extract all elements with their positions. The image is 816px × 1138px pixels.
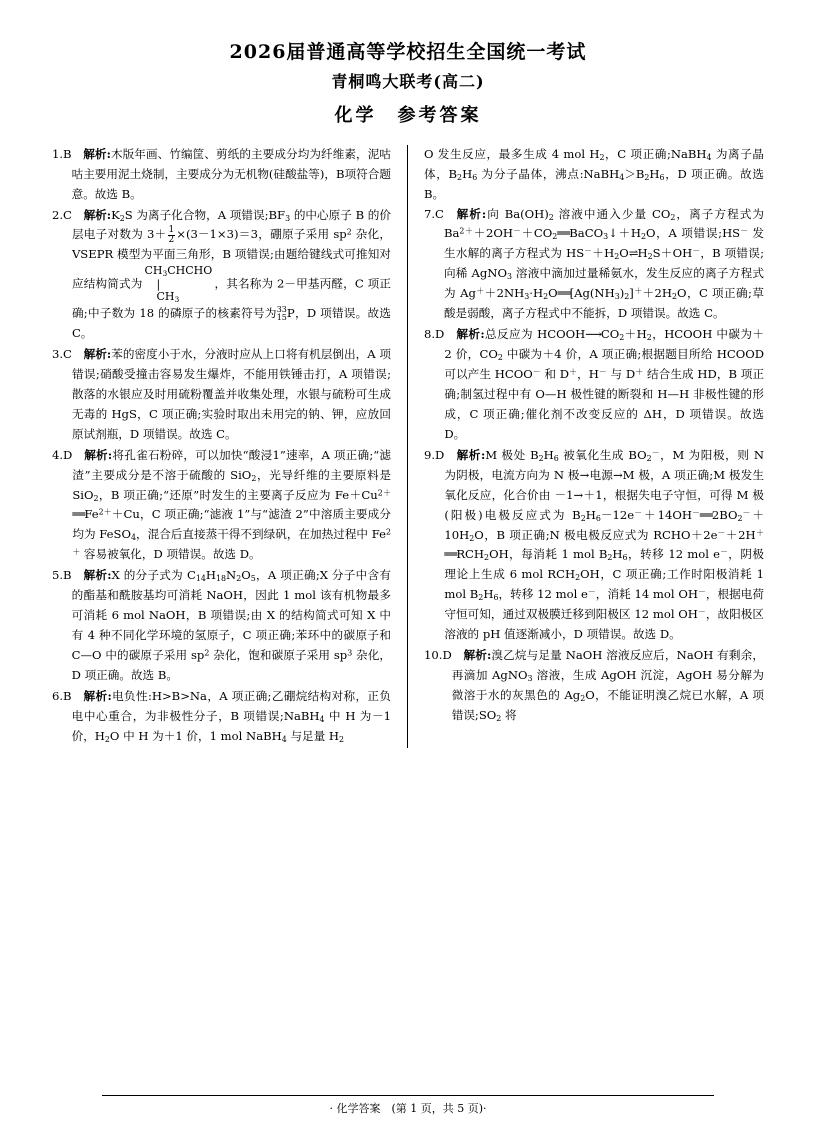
t: ，D 项正确。故选 B。	[424, 166, 764, 201]
t: 2	[619, 333, 625, 343]
t: －	[742, 508, 751, 518]
item-body	[72, 687, 391, 747]
t: O	[241, 568, 251, 583]
t: －	[598, 367, 607, 377]
t: 2	[538, 453, 544, 463]
t: ＋H	[624, 327, 647, 342]
t: ，根据电荷守恒可知，通过双极膜迁移到阳极区 12 mol OH	[444, 587, 765, 622]
t: 2	[484, 553, 490, 563]
t: H	[483, 587, 494, 602]
analysis-label: 解析:	[456, 327, 485, 342]
t: 杂化，D 项正确。故选 B。	[71, 648, 391, 682]
exam-subtitle: 青桐鸣大联考(高二)	[331, 71, 485, 91]
t: H	[585, 507, 596, 522]
t: ，其名称为 2－甲基丙醛，C 项正确;中子数为 18 的磷原子的核素符号为	[71, 276, 391, 321]
item-body	[72, 446, 391, 566]
item-body	[72, 145, 391, 205]
t: Fe	[84, 507, 99, 522]
t: 2	[737, 513, 743, 523]
t: ＋CO	[520, 226, 553, 241]
item-number: 6.B	[52, 688, 72, 703]
t: 2	[670, 212, 676, 222]
t: ＋	[635, 367, 644, 377]
t: 3	[524, 292, 530, 302]
answer-item-2	[52, 206, 391, 344]
t: －	[697, 587, 706, 597]
item-text: 木版年画、竹编筐、剪纸的主要成分均为纤维素，泥咕咕主要用泥土烧制，主要成分为无机物(硅酸盐等)，B项符合题意。故选 B。	[71, 146, 391, 201]
reaction-arrow: ══	[557, 286, 570, 301]
t: 为分子晶体，沸点:NaBH	[477, 166, 620, 181]
t: ×(3－1×3)＝3，硼原子采用 sp	[176, 227, 347, 242]
item-body	[72, 206, 391, 344]
t: 2	[599, 152, 605, 162]
t: －	[717, 527, 726, 537]
t: 2	[580, 513, 586, 523]
t: 溶液中滴加过量稀氨水，发生反应的离子方程式为 Ag	[443, 266, 764, 301]
t: 2	[646, 453, 652, 463]
analysis-label: 解析:	[456, 206, 487, 221]
item-number: 2.C	[52, 207, 72, 222]
t: ，HCOOH 中碳为＋2 价，CO	[444, 327, 764, 362]
item-body	[444, 205, 764, 325]
right-column	[408, 145, 764, 748]
t: 4	[706, 152, 712, 162]
t: ＋2OH	[473, 226, 513, 241]
t: H	[543, 447, 554, 462]
item-number: 5.B	[52, 568, 72, 583]
item-number: 7.C	[424, 206, 444, 221]
t: O，C 项正确;草酸是弱酸，离子方程式中不能拆，D 项错误。故选 C。	[443, 286, 764, 321]
t: ＋14OH	[641, 507, 692, 522]
left-column	[52, 145, 408, 748]
reaction-arrow: ══	[444, 547, 457, 562]
item-body	[444, 325, 764, 445]
item-body	[444, 446, 764, 645]
t: K	[111, 207, 120, 222]
t: OH，C 项正确;工作时阳极消耗 1 mol B	[444, 567, 764, 602]
t: 向 Ba(OH)	[486, 206, 549, 221]
t: 4	[319, 714, 325, 724]
t: 容易被氧化，D 项错误。故选 D。	[80, 547, 261, 562]
t: 2	[548, 212, 554, 222]
t: 2	[647, 252, 653, 262]
t: 2＋	[459, 226, 474, 236]
t: 3	[614, 292, 620, 302]
t: 4	[130, 533, 136, 543]
t: －	[651, 448, 660, 458]
reaction-arrow: ⟶	[585, 327, 601, 342]
item-body	[72, 345, 391, 445]
t: 与足量 H	[286, 728, 340, 743]
t: O，B 项正确;N 极电极反应式为 RCHO＋2e	[474, 527, 718, 542]
t: 中 H 为－1 价，H	[71, 708, 391, 743]
t: 6	[553, 453, 559, 463]
t: ＋2NH	[484, 286, 525, 301]
t: 2	[204, 648, 210, 658]
t: 2	[614, 252, 620, 262]
analysis-label: 解析:	[83, 346, 112, 361]
reaction-arrow: ══	[699, 507, 712, 522]
t: ，消耗 14 mol OH	[595, 587, 698, 602]
t: 3	[347, 648, 353, 658]
t: ＋H	[592, 246, 615, 261]
t: 2	[496, 713, 502, 723]
t: CO	[600, 327, 620, 342]
t: O，A 项错误;HS	[645, 226, 741, 241]
analysis-label: 解析:	[463, 648, 492, 663]
t: 被氧化生成 BO	[558, 447, 647, 462]
t: N	[226, 568, 237, 583]
t: ＋2H	[725, 527, 756, 542]
t: －	[532, 367, 541, 377]
t: 2＋	[98, 507, 112, 517]
answer-item-4	[52, 446, 391, 566]
t: 3	[527, 674, 533, 684]
t: ＋	[755, 527, 764, 537]
analysis-label: 解析:	[83, 146, 111, 161]
t: 6	[493, 593, 499, 603]
answer-item-5	[52, 566, 391, 686]
item-number: 8.D	[424, 327, 445, 342]
t: 2	[236, 574, 242, 584]
t: 2＋	[72, 527, 391, 557]
answer-item-10	[424, 646, 764, 726]
t: 1	[168, 224, 175, 235]
t: －	[634, 508, 642, 518]
t: ＋Cu，C 项正确;“滤液 1”与“滤渣 2”中溶质主要成分均为 FeSO	[72, 507, 391, 542]
t: 发生水解的离子方程式为 HS	[443, 226, 764, 261]
t: 2	[644, 172, 650, 182]
t: 3	[162, 269, 168, 279]
t: OH，每消耗 1 mol B	[489, 547, 608, 562]
t: 2	[168, 234, 175, 245]
t: P，D 项错误。故选 C。	[71, 306, 391, 341]
t: 6	[659, 172, 665, 182]
t: ＞B	[624, 166, 645, 181]
t: ↓＋H	[608, 226, 641, 241]
t: ，转移 12 mol e	[498, 587, 588, 602]
t: X 的分子式为 C	[111, 568, 196, 583]
t: ＋	[569, 367, 578, 377]
t: 杂化，VSEPR 模型为平面三角形，B 项错误;由题给键线式可推知对应结构简式为	[71, 227, 391, 291]
t: 6	[595, 513, 601, 523]
t: 2	[339, 734, 345, 744]
structural-formula	[144, 265, 212, 304]
t: ，转移 12 mol e	[627, 547, 720, 562]
t: 将	[501, 707, 517, 722]
t: 18	[216, 574, 227, 584]
t: －	[692, 508, 700, 518]
t: CH	[144, 264, 163, 278]
analysis-label: 解析:	[84, 447, 113, 462]
t: －12e	[600, 507, 635, 522]
t: 2	[646, 333, 652, 343]
t: 2	[575, 573, 581, 583]
t: 2BO	[711, 507, 738, 522]
equilibrium-arrow: ⇌	[628, 246, 638, 261]
t: 14	[195, 574, 206, 584]
t: ，M 为阳极，则 N 为阴极，电流方向为 N 极→电源→M 极，A 项正确;M 极发生氧化反应，化合价由 －1→＋1，根据失电子守恒，可得 M 极(阳极)电极反应式为 B	[444, 447, 764, 522]
t: RCH	[456, 547, 485, 562]
t: O	[548, 286, 558, 301]
t: 2	[93, 493, 99, 503]
t: [Ag(NH	[569, 286, 615, 301]
t: 溴乙烷与足量 NaOH 溶液反应后，NaOH 有剩余，再滴加 AgNO	[451, 648, 765, 683]
item-number: 1.B	[52, 146, 72, 161]
t: O 发生反应，最多生成 4 mol H	[424, 146, 600, 161]
answer-item-6	[52, 687, 391, 747]
answer-item-3	[52, 345, 391, 445]
reaction-arrow: ══	[72, 507, 85, 522]
t: ，离子方程式为 Ba	[443, 206, 764, 241]
t: ＋2H	[642, 286, 673, 301]
answer-item-8	[424, 325, 764, 445]
t: 3	[285, 213, 291, 223]
t: 33	[276, 305, 287, 315]
item-number: 10.D	[424, 648, 452, 663]
t: O，不能证明溴乙烷已水解，A 项错误;SO	[451, 688, 764, 722]
analysis-label: 解析:	[456, 447, 486, 462]
t: H	[649, 166, 660, 181]
t: O 中 H 为＋1 价，1 mol NaBH	[109, 728, 282, 743]
item-body	[72, 566, 391, 686]
t: 3	[603, 232, 609, 242]
t: 为离子晶体，B	[424, 146, 764, 181]
fraction-one-half	[168, 226, 176, 246]
analysis-label: 解析:	[83, 688, 112, 703]
t: ·H	[529, 286, 544, 301]
t: 2	[543, 292, 549, 302]
t: 溶液中通入少量 CO	[553, 206, 671, 221]
t: H	[462, 166, 473, 181]
t: ，光导纤维的主要原料是 SiO	[72, 467, 391, 502]
t: 5	[250, 574, 256, 584]
t: 2	[497, 353, 503, 363]
item-number: 3.C	[52, 346, 72, 361]
t: ＋	[475, 286, 485, 296]
t: BaCO	[569, 226, 604, 241]
t: 2	[346, 227, 352, 237]
t: 与 D	[606, 367, 636, 381]
t: 2	[119, 213, 125, 223]
t: ，故阳极区溶液的 pH 值逐渐减小，D 项错误。故选 D。	[444, 607, 764, 642]
t: －	[587, 587, 596, 597]
answer-item-9	[424, 446, 764, 645]
t: 2	[607, 553, 613, 563]
t: ，B 项错误;向稀 AgNO	[443, 246, 764, 281]
t: H	[637, 246, 648, 261]
t: CHCHO	[167, 264, 213, 278]
answer-item-1	[52, 145, 391, 205]
t: －	[692, 246, 701, 256]
t: O	[619, 246, 629, 261]
t: 2	[624, 292, 630, 302]
page-footer	[0, 1095, 816, 1116]
t: S 为离子化合物，A 项错误;BF	[124, 207, 286, 222]
t: －	[697, 607, 706, 617]
reaction-arrow: ══	[557, 226, 570, 241]
t: 溶液，生成 AgOH 沉淀，AgOH 易分解为微溶于水的灰黑色的 Ag	[451, 668, 764, 702]
t: H	[612, 547, 623, 562]
t: ，阴极理论上生成 6 mol RCH	[444, 547, 765, 582]
t: ]	[629, 286, 634, 301]
t: 中碳为＋4 价，A 项正确;根据题目所给 HCOOD 可以产生 HCOO	[444, 347, 765, 381]
item-number: 4.D	[52, 447, 73, 462]
t: 2	[478, 593, 484, 603]
t: ，C 项正确;NaBH	[604, 146, 707, 161]
t: 2	[640, 232, 646, 242]
subject-title: 化学 参考答案	[334, 104, 482, 126]
t: 结合生成 HD，B 项正确;制氢过程中有 O—H 极性键的断裂和 H—H 非极性键的形成，C 项正确;催化剂不改变反应的 ΔH，D 项错误。故选 D。	[444, 367, 765, 441]
t: 2	[469, 533, 475, 543]
t: 电负性:H>B>Na，A 项正确;乙硼烷结构对称，正负电中心重合，为非极性分子，B 项错误;NaBH	[71, 688, 391, 723]
t: |	[156, 277, 161, 291]
t: 杂化，饱和碳原子采用 sp	[209, 648, 348, 663]
analysis-label: 解析:	[83, 568, 112, 583]
t: －	[513, 226, 521, 236]
t: 2＋	[377, 487, 391, 497]
t: 2	[104, 734, 110, 744]
answer-columns	[52, 145, 764, 748]
exam-title: 2026届普通高等学校招生全国统一考试	[229, 41, 587, 63]
t: 15	[276, 313, 287, 323]
t: 4	[281, 734, 287, 744]
t: 的中心原子 B 的价层电子对数为 3＋	[71, 207, 392, 242]
t: 2	[672, 292, 678, 302]
t: ＋10H	[444, 507, 764, 542]
footer-text: · 化学答案 (第 1 页，共 5 页)·	[329, 1102, 487, 1115]
isotope-notation	[277, 306, 287, 322]
t: ，B 项正确;“还原”时发生的主要离子反应为 Fe＋Cu	[98, 487, 378, 502]
t: 将孔雀石粉碎，可以加快“酸浸1”速率，A 项正确;“滤渣”主要成分是不溶于硫酸的 SiO	[72, 447, 392, 482]
t: ，混合后直接蒸干得不到绿矾，在加热过程中 Fe	[136, 527, 386, 542]
t: 和 D	[540, 367, 570, 381]
item-text: 苯的密度小于水，分液时应从上口将有机层倒出，A 项错误;硝酸受撞击容易发生爆炸，不能用铁锤击打，A 项错误;散落的水银应及时用硫粉覆盖并收集处理，水银与硫粉可生成无毒的 HgS，C 项正确;实验时取出未用完的钠、钾，应放回原试剂瓶，D 项错误。故选 C。	[71, 346, 391, 441]
page-header	[0, 0, 816, 135]
t: 2	[457, 172, 463, 182]
t: 2	[552, 232, 558, 242]
t: ，H	[577, 367, 599, 381]
t: 2	[580, 693, 586, 703]
t: 3	[174, 294, 180, 304]
t: 总反应为 HCOOH	[484, 327, 586, 342]
t: 2	[251, 473, 257, 483]
t: M 极处 B	[485, 447, 539, 462]
t: CH	[156, 289, 175, 303]
t: －	[719, 547, 728, 557]
t: 6	[622, 553, 628, 563]
t: )	[619, 286, 625, 301]
t: 6	[472, 172, 478, 182]
t: ＋	[633, 286, 643, 296]
item-number: 9.D	[424, 447, 445, 462]
analysis-label: 解析:	[83, 207, 112, 222]
t: H	[205, 568, 217, 583]
item-body	[452, 646, 764, 726]
t: S＋OH	[652, 246, 693, 261]
t: ，A 项正确;X 分子中含有的酯基和酰胺基均可消耗 NaOH，因此 1 mol 该有机物最多可消耗 6 mol NaOH，B 项错误;由 X 的结构简式可知 X 中有 4 种不同化学环境的氢原子，C 项正确;苯环中的碳原子和 C—O 中的碳原子采用 sp	[71, 568, 391, 663]
t: －	[740, 226, 748, 236]
t: 3	[506, 272, 512, 282]
answer-item-6-continued	[424, 145, 764, 205]
t: 4	[619, 172, 625, 182]
answer-item-7	[424, 205, 764, 325]
footer-rule	[102, 1095, 714, 1096]
t: －	[584, 246, 593, 256]
